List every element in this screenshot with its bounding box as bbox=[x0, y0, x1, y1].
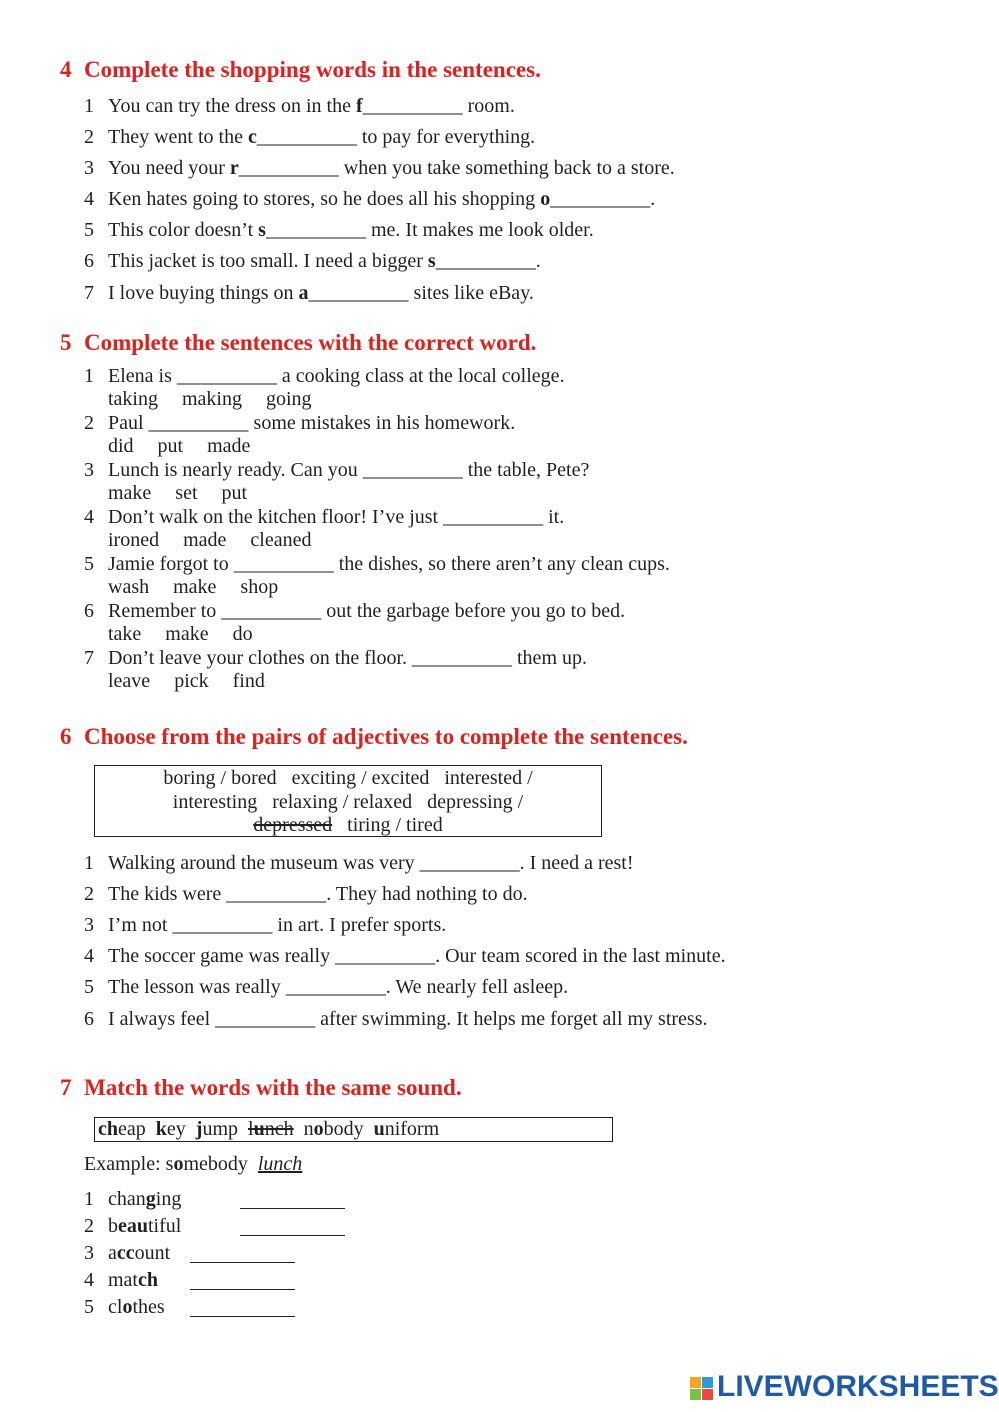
answer-blank[interactable]: __________ bbox=[256, 126, 357, 148]
sentence-text[interactable]: I’m not __________ in art. I prefer sports. bbox=[108, 914, 447, 936]
example-label: Example: bbox=[84, 1153, 166, 1175]
first-letter-hint: s bbox=[427, 250, 436, 272]
exercise-number: 7 bbox=[60, 1075, 72, 1100]
sentence-text: You can try the dress on in the bbox=[108, 95, 356, 117]
sentence-text[interactable]: The kids were __________. They had nothing to do. bbox=[108, 883, 528, 905]
sentence-text: sites like eBay. bbox=[408, 282, 534, 304]
match-line bbox=[84, 1241, 170, 1265]
word-sound: o bbox=[122, 1296, 133, 1318]
sentence-text: . bbox=[650, 188, 656, 210]
sentence-line bbox=[84, 599, 625, 623]
item-number: 3 bbox=[84, 459, 94, 481]
exercise-number: 6 bbox=[60, 724, 72, 749]
item-number: 2 bbox=[84, 126, 94, 148]
word-sound: j bbox=[195, 1118, 203, 1140]
sentence-text[interactable]: Elena is __________ a cooking class at the local college. bbox=[108, 365, 565, 387]
example-answer: lunch bbox=[257, 1153, 303, 1175]
sentence-text: . bbox=[535, 250, 541, 272]
sentence-line bbox=[84, 281, 534, 305]
sentence-line bbox=[84, 94, 515, 118]
liveworksheets-logo bbox=[690, 1370, 999, 1404]
word-part: body bbox=[323, 1118, 364, 1140]
item-number: 5 bbox=[84, 553, 94, 575]
word-part: cl bbox=[108, 1296, 123, 1318]
struck-example-word: depressed bbox=[253, 814, 333, 836]
sentence-line bbox=[84, 218, 594, 242]
item-number: 6 bbox=[84, 1008, 94, 1030]
sentence-text[interactable]: Jamie forgot to __________ the dishes, so there aren’t any clean cups. bbox=[108, 553, 670, 575]
sentence-text: when you take something back to a store. bbox=[338, 157, 675, 179]
word-options[interactable]: wash make shop bbox=[108, 576, 279, 598]
word-part: n bbox=[303, 1118, 314, 1140]
answer-blank[interactable]: __________ bbox=[362, 95, 463, 117]
exercise-number: 4 bbox=[60, 57, 72, 82]
logo-tile bbox=[690, 1377, 701, 1388]
sentence-line bbox=[84, 944, 726, 968]
sentence-text[interactable]: Remember to __________ out the garbage before you go to bed. bbox=[108, 600, 626, 622]
item-number: 2 bbox=[84, 883, 94, 905]
match-line bbox=[84, 1214, 181, 1238]
sentence-text: I love buying things on bbox=[108, 282, 299, 304]
exercise-title: Complete the shopping words in the sentences. bbox=[84, 57, 541, 82]
sentence-line bbox=[84, 187, 655, 211]
exercise-number: 5 bbox=[60, 330, 72, 355]
answer-blank[interactable]: __________ bbox=[308, 282, 409, 304]
first-letter-hint: r bbox=[229, 157, 239, 179]
sentence-text: me. It makes me look older. bbox=[365, 219, 594, 241]
word-part: thes bbox=[132, 1296, 165, 1318]
first-letter-hint: o bbox=[540, 188, 551, 210]
word-box-line: boring / bored exciting / excited interested / bbox=[163, 767, 533, 789]
item-number: 4 bbox=[84, 506, 94, 528]
sentence-line bbox=[84, 411, 515, 435]
sound-word bbox=[374, 1118, 440, 1140]
exercise-title: Complete the sentences with the correct word. bbox=[84, 330, 537, 355]
word-options[interactable]: leave pick find bbox=[108, 670, 265, 692]
answer-blank[interactable]: __________ bbox=[550, 188, 651, 210]
sentence-line bbox=[84, 505, 564, 529]
sentence-text: They went to the bbox=[108, 126, 248, 148]
first-letter-hint: a bbox=[298, 282, 309, 304]
sentence-text[interactable]: Walking around the museum was very __________. I need a rest! bbox=[108, 852, 634, 874]
adjective-word-box bbox=[94, 765, 602, 837]
word-options[interactable]: make set put bbox=[108, 482, 248, 504]
item-number: 4 bbox=[84, 188, 94, 210]
item-number: 3 bbox=[84, 914, 94, 936]
sound-word-box bbox=[94, 1117, 613, 1142]
sentence-line bbox=[84, 249, 541, 273]
word-part: chan bbox=[108, 1188, 146, 1210]
sound-word bbox=[248, 1118, 294, 1140]
item-number: 5 bbox=[84, 976, 94, 998]
sentence-line bbox=[84, 646, 587, 670]
sentence-text[interactable]: The lesson was really __________. We nearly fell asleep. bbox=[108, 976, 569, 998]
item-number: 1 bbox=[84, 95, 94, 117]
word-part: ump bbox=[202, 1118, 239, 1140]
word-options[interactable]: taking making going bbox=[108, 388, 312, 410]
word-part: l bbox=[248, 1118, 254, 1140]
example-word-sound: o bbox=[173, 1153, 184, 1175]
word-box-line bbox=[95, 814, 601, 838]
sentence-line bbox=[84, 364, 565, 388]
item-number: 7 bbox=[84, 282, 94, 304]
example-word-part: s bbox=[165, 1153, 174, 1175]
logo-tile bbox=[690, 1389, 701, 1400]
item-number: 2 bbox=[84, 412, 94, 434]
word-part: mat bbox=[108, 1269, 138, 1291]
sentence-text: This jacket is too small. I need a bigger bbox=[108, 250, 428, 272]
word-sound: k bbox=[155, 1118, 167, 1140]
match-line bbox=[84, 1187, 181, 1211]
item-number: 1 bbox=[84, 365, 94, 387]
exercise-6-heading bbox=[60, 723, 688, 751]
sentence-text: Ken hates going to stores, so he does all his shopping bbox=[108, 188, 541, 210]
word-part: ing bbox=[155, 1188, 182, 1210]
word-sound: g bbox=[145, 1188, 156, 1210]
word-part: tiful bbox=[148, 1215, 182, 1237]
sentence-text[interactable]: I always feel __________ after swimming. It helps me forget all my stress. bbox=[108, 1008, 708, 1030]
item-number: 7 bbox=[84, 647, 94, 669]
sentence-text: This color doesn’t bbox=[108, 219, 259, 241]
sentence-text[interactable]: Don’t walk on the kitchen floor! I’ve just __________ it. bbox=[108, 506, 565, 528]
word-sound: cc bbox=[116, 1242, 135, 1264]
word-sound: ch bbox=[98, 1118, 118, 1140]
logo-icon bbox=[690, 1377, 713, 1400]
item-number: 3 bbox=[84, 157, 94, 179]
sound-word bbox=[196, 1118, 238, 1140]
item-number: 4 bbox=[84, 945, 94, 967]
sentence-text[interactable]: The soccer game was really __________. Our team scored in the last minute. bbox=[108, 945, 726, 967]
sentence-line bbox=[84, 975, 568, 999]
sound-word bbox=[156, 1118, 186, 1140]
item-number: 1 bbox=[84, 852, 94, 874]
example-word-part: mebody bbox=[183, 1153, 248, 1175]
word-sound: o bbox=[313, 1118, 324, 1140]
word-box-line: interesting relaxing / relaxed depressing / bbox=[172, 790, 524, 813]
sentence-text[interactable]: Paul __________ some mistakes in his homework. bbox=[108, 412, 516, 434]
answer-blank[interactable] bbox=[240, 1219, 345, 1236]
word-box-text: tiring / tired bbox=[332, 814, 443, 836]
sentence-text[interactable]: Don’t leave your clothes on the floor. __________ them up. bbox=[108, 647, 587, 669]
answer-blank[interactable] bbox=[190, 1273, 295, 1290]
sentence-line bbox=[84, 1007, 708, 1031]
word-part: b bbox=[108, 1215, 118, 1237]
answer-blank[interactable]: __________ bbox=[265, 219, 366, 241]
sentence-line bbox=[84, 882, 528, 906]
sentence-line bbox=[84, 851, 633, 875]
word-options[interactable]: take make do bbox=[108, 623, 253, 645]
first-letter-hint: c bbox=[247, 126, 257, 148]
word-part: nch bbox=[264, 1118, 294, 1140]
answer-blank[interactable]: __________ bbox=[238, 157, 339, 179]
sentence-line bbox=[84, 552, 670, 576]
sentence-line bbox=[84, 913, 446, 937]
item-number: 6 bbox=[84, 600, 94, 622]
sentence-line bbox=[84, 125, 535, 149]
exercise-7-heading bbox=[60, 1074, 462, 1102]
word-part: a bbox=[108, 1242, 117, 1264]
word-sound: u bbox=[253, 1118, 265, 1140]
word-sound: ch bbox=[138, 1269, 158, 1291]
item-number: 5 bbox=[84, 1296, 94, 1318]
first-letter-hint: s bbox=[258, 219, 266, 241]
match-line bbox=[84, 1268, 158, 1292]
word-part: niform bbox=[384, 1118, 440, 1140]
logo-text: LIVEWORKSHEETS bbox=[717, 1370, 999, 1403]
sentence-text: You need your bbox=[108, 157, 230, 179]
exercise-title: Choose from the pairs of adjectives to complete the sentences. bbox=[84, 724, 688, 749]
answer-blank[interactable]: __________ bbox=[435, 250, 536, 272]
item-number: 1 bbox=[84, 1188, 94, 1210]
word-part: eap bbox=[118, 1118, 146, 1140]
answer-blank[interactable] bbox=[240, 1192, 345, 1209]
word-options[interactable]: ironed made cleaned bbox=[108, 529, 312, 551]
word-sound: eau bbox=[118, 1215, 148, 1237]
answer-blank[interactable] bbox=[190, 1246, 295, 1263]
sound-word bbox=[98, 1118, 146, 1140]
word-options[interactable]: did put made bbox=[108, 435, 251, 457]
exercise-title: Match the words with the same sound. bbox=[84, 1075, 462, 1100]
exercise-4-heading bbox=[60, 56, 541, 84]
logo-tile bbox=[702, 1377, 713, 1388]
sentence-line bbox=[84, 458, 589, 482]
logo-tile bbox=[702, 1389, 713, 1400]
exercise-5-heading bbox=[60, 329, 536, 357]
item-number: 6 bbox=[84, 250, 94, 272]
word-part: ount bbox=[134, 1242, 171, 1264]
word-part: ey bbox=[166, 1118, 186, 1140]
first-letter-hint: f bbox=[355, 95, 363, 117]
sound-word bbox=[304, 1118, 364, 1140]
item-number: 3 bbox=[84, 1242, 94, 1264]
item-number: 5 bbox=[84, 219, 94, 241]
sentence-text: room. bbox=[462, 95, 515, 117]
match-line bbox=[84, 1295, 165, 1319]
sentence-line bbox=[84, 156, 675, 180]
sentence-text: to pay for everything. bbox=[356, 126, 536, 148]
word-sound: u bbox=[373, 1118, 385, 1140]
item-number: 2 bbox=[84, 1215, 94, 1237]
answer-blank[interactable] bbox=[190, 1300, 295, 1317]
example-line bbox=[84, 1152, 302, 1176]
sentence-text[interactable]: Lunch is nearly ready. Can you __________ the table, Pete? bbox=[108, 459, 590, 481]
item-number: 4 bbox=[84, 1269, 94, 1291]
